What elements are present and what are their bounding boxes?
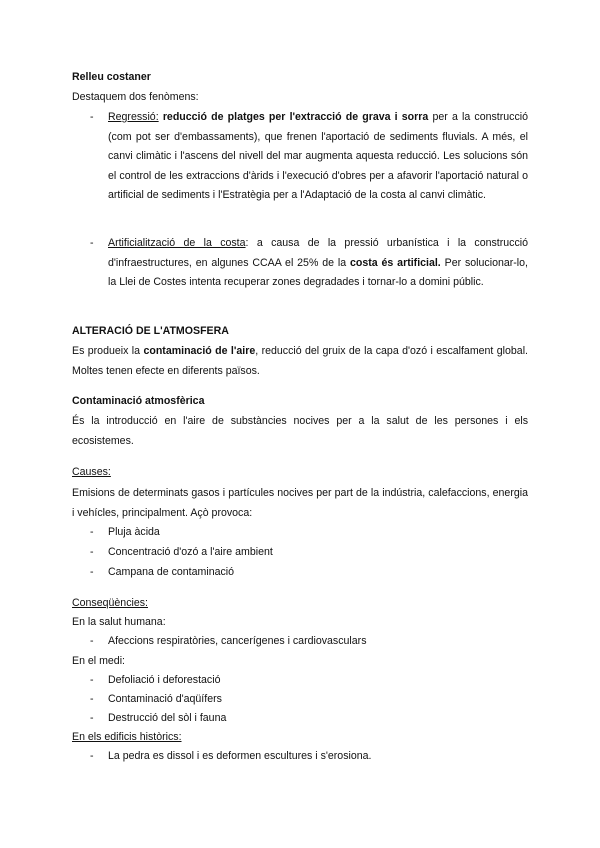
list-dash: - <box>90 750 94 762</box>
list-dash: - <box>90 712 94 724</box>
term-artificialitzacio: Artificialització de la costa <box>108 237 246 249</box>
list-item-text: Pluja àcida <box>108 526 160 538</box>
heading-consequencies: Conseqüències: <box>72 597 148 609</box>
causes-paragraph: Emisions de determinats gasos i partícules nocives per part de la indústria, calefaccions, energia i vehícles, principalment. Açò provoca: <box>72 487 528 519</box>
term-regressio: Regressió: <box>108 111 159 123</box>
label-edificis-historics: En els edificis històrics: <box>72 731 182 743</box>
atmosfera-bold: contaminació de l'aire <box>143 345 256 357</box>
heading-contaminacio-atmosferica: Contaminació atmosfèrica <box>72 395 205 407</box>
text-artificialitzacio-rest: Per solucionar-lo, la Llei de Costes intenta recuperar zones degradades i tornar-lo a domini públic. <box>108 256 528 289</box>
heading-causes: Causes: <box>72 466 111 478</box>
list-dash: - <box>90 546 94 558</box>
atmosfera-paragraph <box>72 342 528 381</box>
list-dash: - <box>90 111 94 123</box>
atmosfera-pre: Es produeix la <box>72 345 144 357</box>
list-dash: - <box>90 566 94 578</box>
list-dash: - <box>90 237 94 249</box>
label-medi: En el medi: <box>72 655 125 667</box>
text-regressio: per a la construcció (com pot ser d'embassaments), que frenen l'aportació de sediments fluvials. A més, el canvi climàtic i l'ascens del nivell del mar augmenta aquesta reducció. Les solucions són el control de les extraccions d'àrids i l'execució d'obres per a afavorir l'aportació natural o artificial de sediments i l'Estratègia per a l'Adaptació de la costa al canvi climàtic. <box>108 111 528 202</box>
list-dash: - <box>90 693 94 705</box>
list-item-text <box>108 234 528 293</box>
label-salut-humana: En la salut humana: <box>72 616 166 628</box>
list-item-text: Concentració d'ozó a l'aire ambient <box>108 546 273 558</box>
contaminacio-paragraph: És la introducció en l'aire de substàncies nocives per a la salut de les persones i els ecosistemes. <box>72 415 528 447</box>
heading-alteracio-atmosfera: ALTERACIÓ DE L'ATMOSFERA <box>72 325 229 337</box>
list-dash: - <box>90 674 94 686</box>
list-dash: - <box>90 526 94 538</box>
list-item-text: Contaminació d'aqüífers <box>108 693 222 705</box>
list-item-text: Destrucció del sòl i fauna <box>108 712 227 724</box>
text-artificialitzacio-pre: : a causa de la pressió urbanística i la construcció d'infraestructures, en algunes CCAA el 25% de la <box>108 237 528 269</box>
bold-artificialitzacio: costa és artificial. <box>350 256 441 269</box>
list-item-text: Defoliació i deforestació <box>108 674 221 686</box>
heading-relleu-costaner: Relleu costaner <box>72 71 151 83</box>
relleu-intro: Destaquem dos fenòmens: <box>72 91 199 103</box>
list-item-text <box>108 108 528 206</box>
list-item-text: Campana de contaminació <box>108 566 235 578</box>
atmosfera-rest: , reducció del gruix de la capa d'ozó i escalfament global. Moltes tenen efecte en diferents països. <box>72 345 528 377</box>
list-item-text: La pedra es dissol i es deformen escultures i s'erosiona. <box>108 750 372 762</box>
bold-regressio: reducció de platges per l'extracció de grava i sorra <box>162 111 429 123</box>
list-item-text: Afeccions respiratòries, cancerígenes i cardiovasculars <box>108 635 367 647</box>
list-dash: - <box>90 635 94 647</box>
